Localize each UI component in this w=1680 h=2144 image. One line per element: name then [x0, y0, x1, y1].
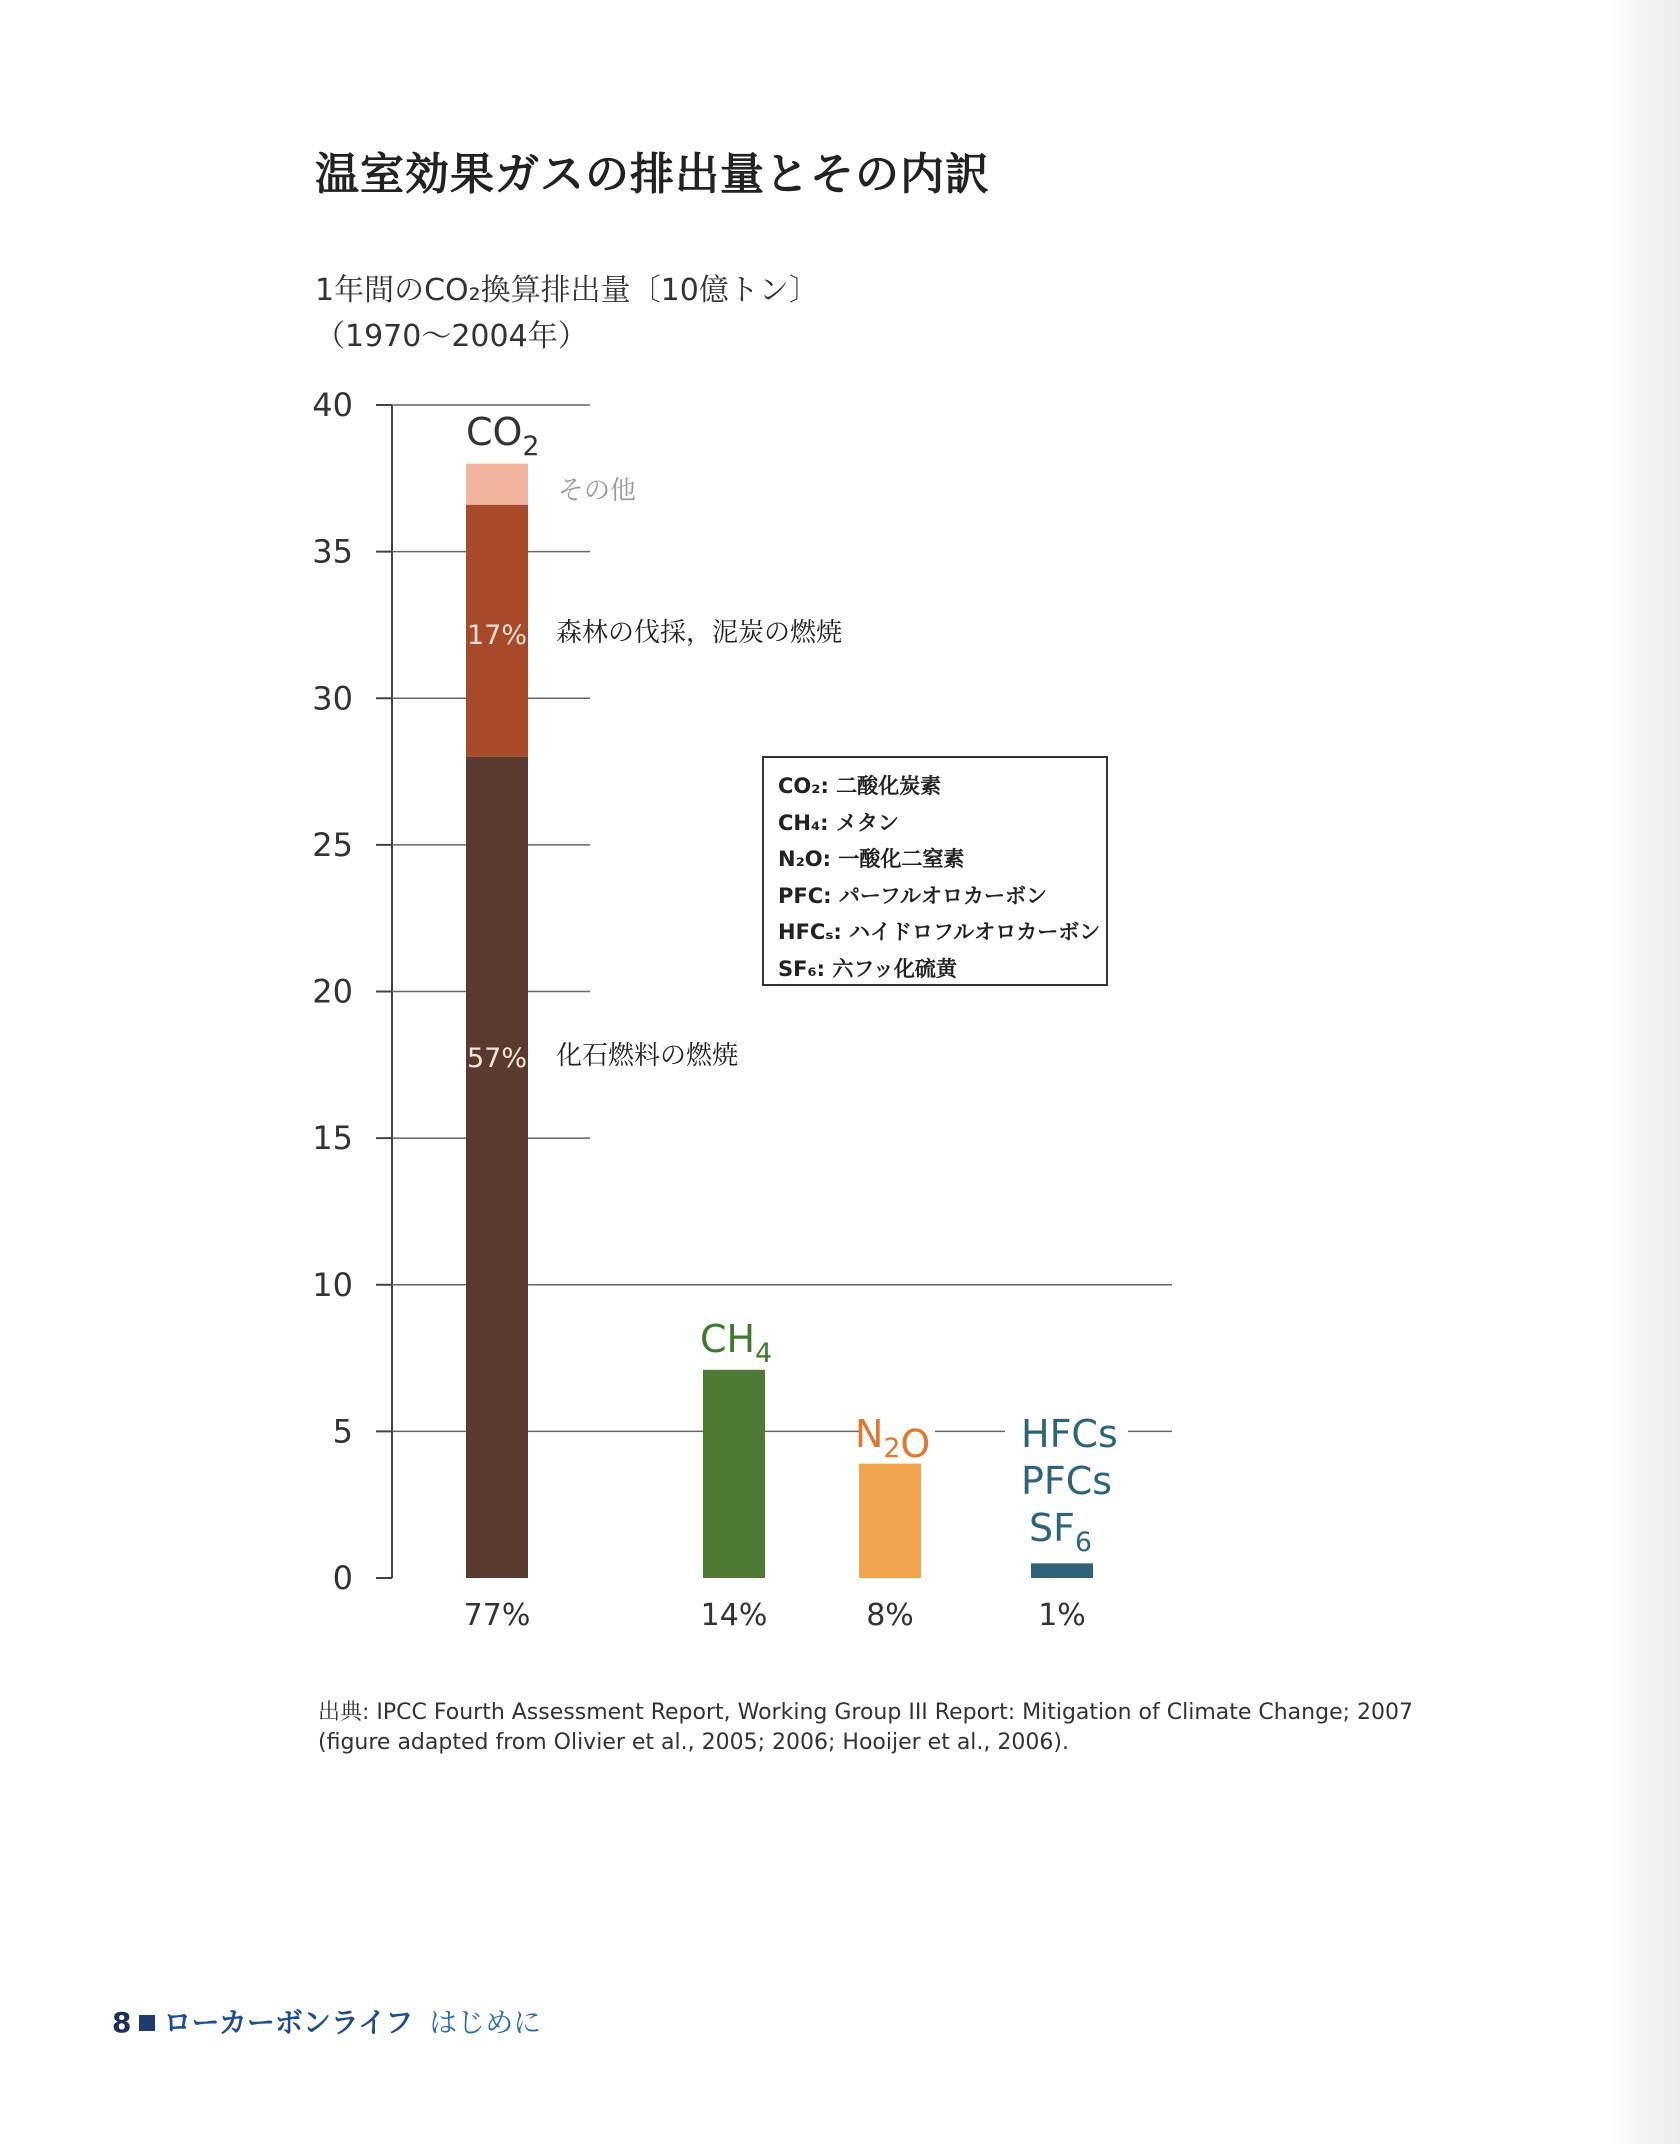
subtitle-line-1: 1年間のCO₂換算排出量〔10億トン〕: [315, 273, 819, 308]
y-tick-label-35: 35: [312, 532, 353, 571]
y-tick-label-20: 20: [312, 972, 353, 1011]
subtitle-line-2: （1970〜2004年）: [315, 319, 588, 354]
y-tick-label-0: 0: [332, 1559, 353, 1597]
section-name: はじめに: [429, 2006, 542, 2039]
legend-row-n2o: N₂O: 一酸化二窒素: [778, 847, 965, 871]
source-line-1: 出典: IPCC Fourth Assessment Report, Working Group III Report: Mitigation of Climate Change; 2007: [318, 1700, 1414, 1725]
page-footer: [112, 2001, 541, 2041]
co2-fossil-percent: 57%: [466, 1043, 528, 1075]
source-line-2: (figure adapted from Olivier et al., 2005; 2006; Hooijer et al., 2006).: [318, 1730, 1069, 1755]
page-title: 温室効果ガスの排出量とその内訳: [315, 149, 990, 200]
co2-segment-bar-3: [466, 464, 528, 505]
n2o-percent-label: 8%: [866, 1598, 914, 1633]
y-tick-label-40: 40: [312, 386, 353, 424]
gas-legend-box: [762, 756, 1108, 986]
sf6-bar-name: $SF_6$: [1029, 1506, 1092, 1558]
co2-segment-bar-1: [466, 757, 528, 1578]
legend-row-hfc: HFCₛ: ハイドロフルオロカーボン: [778, 920, 1101, 944]
y-tick-label-25: 25: [312, 825, 353, 864]
legend-row-pfc: PFC: パーフルオロカーボン: [778, 883, 1047, 908]
co2-percent-label: 77%: [463, 1598, 531, 1633]
co2-forest-percent: 17%: [466, 619, 528, 651]
pfcs-bar-name: PFCs: [1021, 1459, 1113, 1503]
ch4-percent-label: 14%: [700, 1598, 768, 1633]
y-tick-label-5: 5: [332, 1412, 353, 1451]
co2-fossil-label: 化石燃料の燃焼: [556, 1041, 739, 1072]
ch4-bar-name: $CH_4$: [700, 1317, 773, 1369]
y-tick-label-30: 30: [312, 679, 353, 718]
y-tick-label-10: 10: [312, 1265, 353, 1304]
legend-row-co2: CO₂: 二酸化炭素: [778, 774, 942, 798]
y-tick-label-15: 15: [312, 1119, 353, 1158]
co2-bar-name: $CO_2$: [466, 410, 540, 462]
ch4-bar: [703, 1370, 765, 1578]
book-title: ローカーボンライフ: [163, 2006, 414, 2039]
hfcs-bar-name: HFCs: [1021, 1412, 1118, 1456]
n2o-bar: [859, 1464, 921, 1578]
fgas-bar: [1031, 1563, 1093, 1578]
footer-square-icon: [139, 2015, 155, 2031]
source-citation: [318, 1698, 1418, 1758]
legend-row-ch4: CH₄: メタン: [778, 810, 899, 835]
fgas-percent-label: 1%: [1038, 1598, 1086, 1633]
page-number: 8: [112, 2006, 132, 2039]
n2o-bar-name: $N_2O$: [855, 1412, 931, 1466]
co2-forest-label: 森林の伐採，泥炭の燃焼: [556, 617, 843, 648]
legend-row-sf6: SF₆: 六フッ化硫黄: [778, 956, 957, 981]
co2-other-label: その他: [558, 476, 637, 507]
